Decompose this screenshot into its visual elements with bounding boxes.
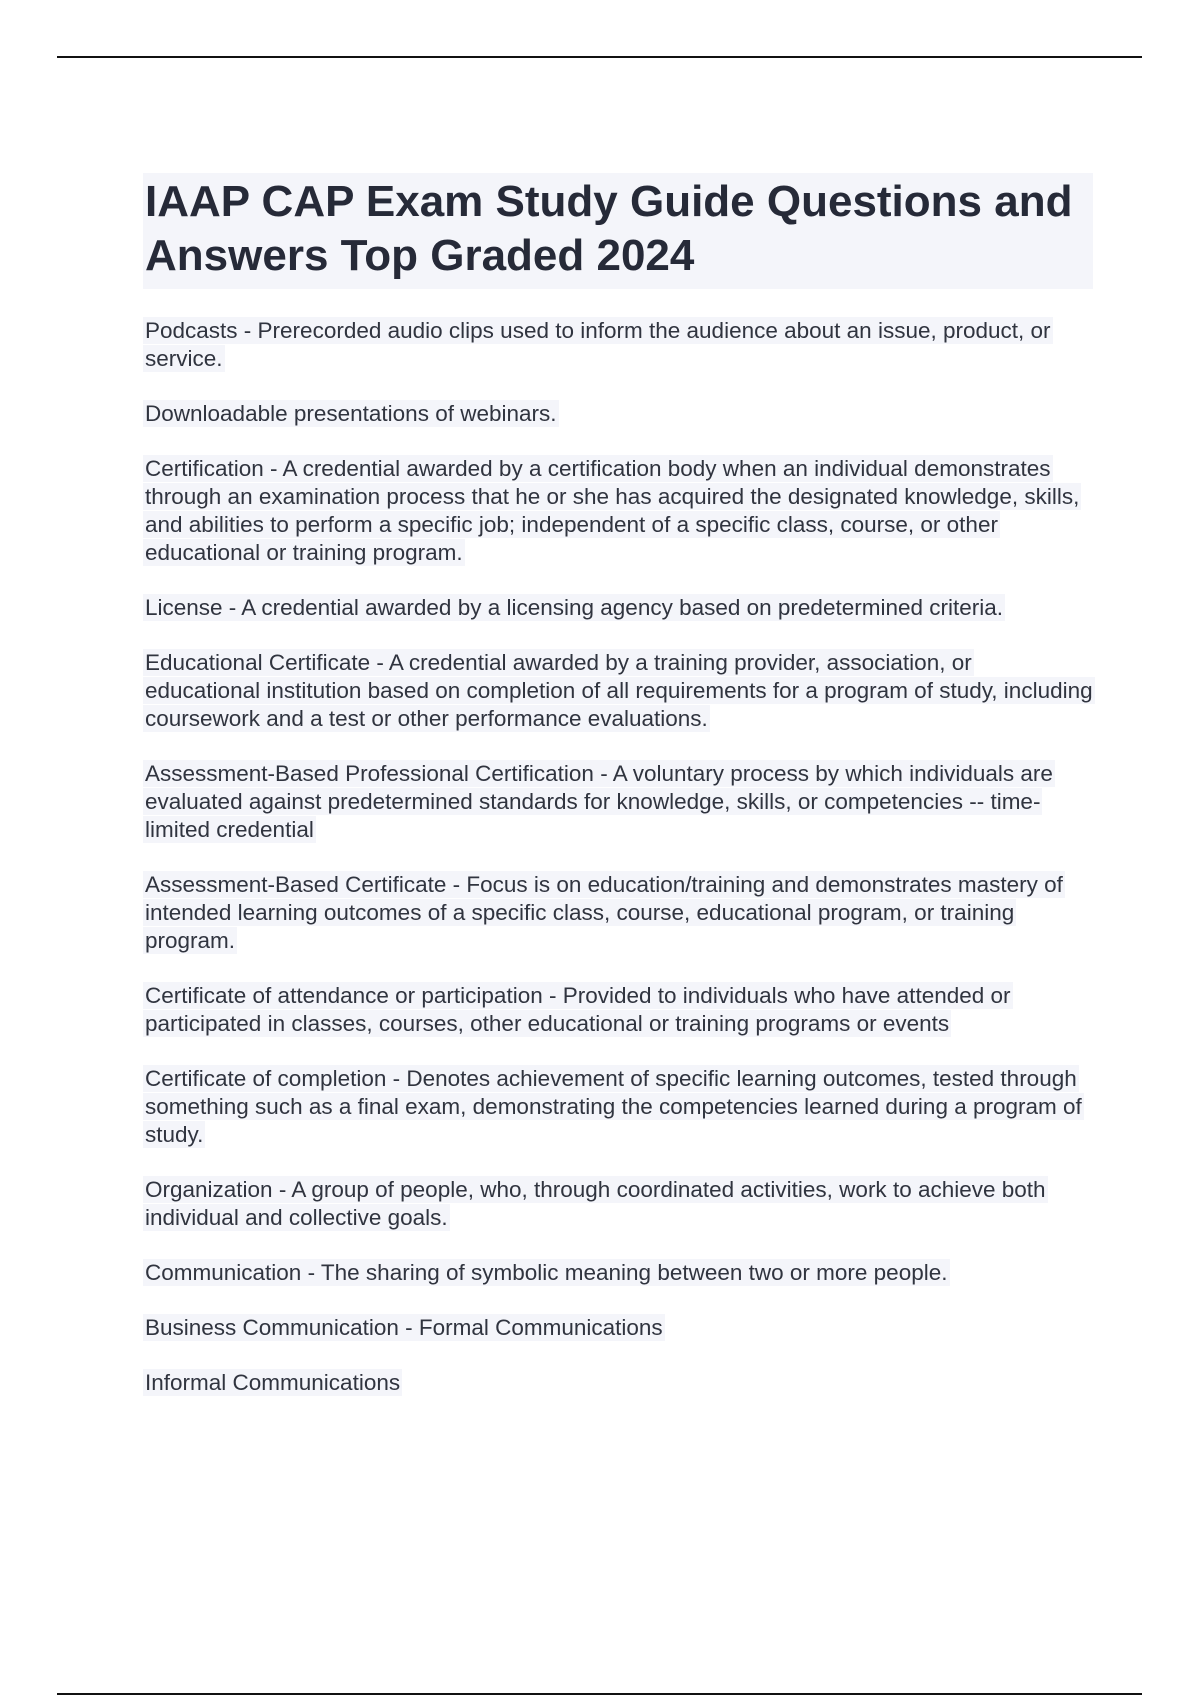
bottom-rule (57, 1693, 1142, 1695)
document-title: IAAP CAP Exam Study Guide Questions and Answers Top Graded 2024 (143, 173, 1093, 289)
entry-business-communication (143, 1314, 1093, 1342)
entry-text: Communication - The sharing of symbolic meaning between two or more people. (145, 1260, 948, 1285)
entry-certificate-of-attendance (143, 982, 1093, 1038)
entry-text: Assessment-Based Certificate - Focus is on education/training and demonstrates mastery of intended learning outcomes of a specific class, course, educational program, or training program. (145, 872, 1063, 953)
entry-license (143, 594, 1093, 622)
entry-text: Downloadable presentations of webinars. (145, 401, 557, 426)
entry-downloadable-presentations (143, 400, 1093, 428)
entry-text: License - A credential awarded by a licensing agency based on predetermined criteria. (145, 595, 1004, 620)
entry-text: Informal Communications (145, 1370, 401, 1395)
entry-text: Certificate of completion - Denotes achievement of specific learning outcomes, tested through something such as a final exam, demonstrating the competencies learned during a program of study. (145, 1066, 1082, 1147)
entry-text: Podcasts - Prerecorded audio clips used to inform the audience about an issue, product, or service. (145, 318, 1051, 371)
entry-podcasts (143, 317, 1093, 373)
entry-educational-certificate (143, 649, 1093, 733)
entry-list (143, 317, 1093, 1397)
entry-text: Business Communication - Formal Communications (145, 1315, 663, 1340)
entry-text: Certification - A credential awarded by a certification body when an individual demonstrates through an examination process that he or she has acquired the designated knowledge, skills, and abilities to perform a specific job; independent of a specific class, course, or other educational or training program. (145, 456, 1080, 565)
entry-informal-communications (143, 1369, 1093, 1397)
entry-text: Certificate of attendance or participation - Provided to individuals who have attended or participated in classes, courses, other educational or training programs or events (145, 983, 1011, 1036)
entry-text: Assessment-Based Professional Certification - A voluntary process by which individuals are evaluated against predetermined standards for knowledge, skills, or competencies -- time-limited credential (145, 761, 1053, 842)
entry-assessment-based-certificate (143, 871, 1093, 955)
entry-text: Educational Certificate - A credential awarded by a training provider, association, or educational institution based on completion of all requirements for a program of study, including coursework and a test or other performance evaluations. (145, 650, 1093, 731)
entry-certification (143, 455, 1093, 567)
entry-certificate-of-completion (143, 1065, 1093, 1149)
entry-communication (143, 1259, 1093, 1287)
top-rule (57, 56, 1142, 58)
document-body (143, 173, 1093, 1424)
entry-text: Organization - A group of people, who, through coordinated activities, work to achieve both individual and collective goals. (145, 1177, 1046, 1230)
entry-organization (143, 1176, 1093, 1232)
entry-assessment-based-professional-certification (143, 760, 1093, 844)
